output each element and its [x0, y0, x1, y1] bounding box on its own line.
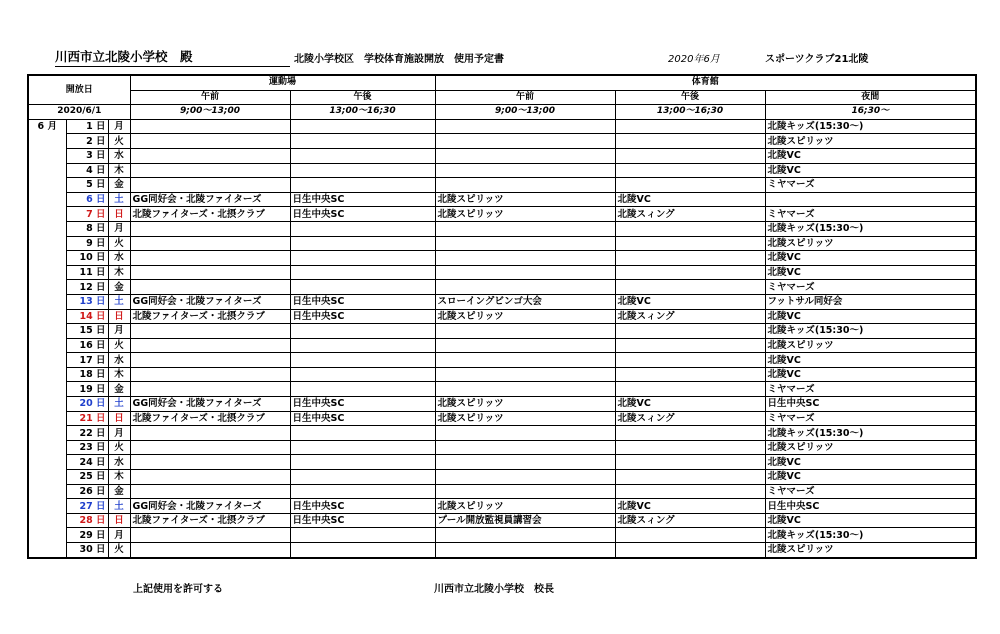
gym-am-cell	[435, 221, 615, 236]
weekday-cell: 水	[108, 251, 130, 266]
weekday-cell: 木	[108, 163, 130, 178]
gym-am-cell	[435, 426, 615, 441]
day-cell: 29 日	[66, 528, 108, 543]
gym-pm-cell	[615, 280, 765, 295]
weekday-cell: 月	[108, 528, 130, 543]
weekday-cell: 金	[108, 382, 130, 397]
ground-am-cell: GG同好会・北陵ファイターズ	[130, 192, 290, 207]
gym-am-cell	[435, 484, 615, 499]
gym-am-cell	[435, 382, 615, 397]
ground-pm-cell	[290, 236, 435, 251]
table-row	[28, 499, 976, 514]
gym-pm-cell: 北陵VC	[615, 397, 765, 412]
table-row	[28, 543, 976, 558]
ground-am-cell: GG同好会・北陵ファイターズ	[130, 499, 290, 514]
day-cell: 5 日	[66, 178, 108, 193]
gym-night-cell: 北陵キッズ(15:30～)	[765, 528, 976, 543]
gym-pm-cell	[615, 353, 765, 368]
ground-am-cell	[130, 470, 290, 485]
day-cell: 23 日	[66, 440, 108, 455]
ground-pm-cell: 日生中央SC	[290, 397, 435, 412]
weekday-cell: 木	[108, 367, 130, 382]
table-row	[28, 513, 976, 528]
table-row	[28, 294, 976, 309]
weekday-cell: 木	[108, 265, 130, 280]
gym-am-cell	[435, 236, 615, 251]
gym-pm-cell	[615, 382, 765, 397]
table-row	[28, 338, 976, 353]
ground-pm-cell	[290, 367, 435, 382]
weekday-cell: 日	[108, 309, 130, 324]
schedule-body	[28, 119, 976, 557]
gym-night-cell: 北陵VC	[765, 470, 976, 485]
table-row	[28, 382, 976, 397]
gym-night-cell: 北陵VC	[765, 148, 976, 163]
ground-am-cell: 北陵ファイターズ・北摂クラブ	[130, 309, 290, 324]
ground-pm-cell	[290, 163, 435, 178]
table-row	[28, 134, 976, 149]
gym-am-cell: 北陵スピリッツ	[435, 309, 615, 324]
gym-night-cell: ミヤマーズ	[765, 178, 976, 193]
gym-pm-cell	[615, 324, 765, 339]
gym-pm-cell: 北陵スィング	[615, 513, 765, 528]
day-cell: 26 日	[66, 484, 108, 499]
day-cell: 17 日	[66, 353, 108, 368]
ground-am-cell	[130, 119, 290, 134]
gym-night-cell: ミヤマーズ	[765, 207, 976, 222]
gym-pm-cell	[615, 470, 765, 485]
ground-am-cell	[130, 484, 290, 499]
ground-pm-cell	[290, 338, 435, 353]
gym-am-cell: 北陵スピリッツ	[435, 397, 615, 412]
gym-pm-cell	[615, 119, 765, 134]
ground-am-cell: 北陵ファイターズ・北摂クラブ	[130, 513, 290, 528]
table-row	[28, 148, 976, 163]
day-cell: 20 日	[66, 397, 108, 412]
table-row	[28, 119, 976, 134]
ground-pm-cell	[290, 440, 435, 455]
year-month: 2020年6月	[668, 54, 720, 65]
ground-am-cell: GG同好会・北陵ファイターズ	[130, 397, 290, 412]
gym-pm-cell	[615, 236, 765, 251]
ground-am-cell	[130, 280, 290, 295]
gym-am-cell	[435, 178, 615, 193]
day-cell: 19 日	[66, 382, 108, 397]
ground-pm-cell: 日生中央SC	[290, 294, 435, 309]
day-cell: 7 日	[66, 207, 108, 222]
ground-pm-cell	[290, 134, 435, 149]
gym-am-cell	[435, 163, 615, 178]
weekday-cell: 火	[108, 543, 130, 558]
permit-text: 上記使用を許可する	[133, 584, 223, 595]
gym-am-cell	[435, 353, 615, 368]
gym-night-header: 夜間	[765, 90, 976, 105]
ground-am-cell	[130, 265, 290, 280]
table-row	[28, 470, 976, 485]
table-row	[28, 236, 976, 251]
weekday-cell: 金	[108, 484, 130, 499]
table-row	[28, 207, 976, 222]
table-row	[28, 426, 976, 441]
table-header	[28, 75, 976, 119]
ground-am-cell	[130, 353, 290, 368]
ground-pm-cell	[290, 543, 435, 558]
table-row	[28, 484, 976, 499]
ground-pm-cell	[290, 221, 435, 236]
gym-pm-cell	[615, 251, 765, 266]
gym-am-cell: スローイングビンゴ大会	[435, 294, 615, 309]
day-cell: 22 日	[66, 426, 108, 441]
open-date: 2020/6/1	[28, 105, 130, 120]
table-row	[28, 309, 976, 324]
gym-night-cell: ミヤマーズ	[765, 484, 976, 499]
ground-pm-cell	[290, 119, 435, 134]
table-row	[28, 251, 976, 266]
gym-pm-cell	[615, 528, 765, 543]
ground-pm-cell	[290, 426, 435, 441]
weekday-cell: 月	[108, 426, 130, 441]
gym-night-cell: 北陵キッズ(15:30～)	[765, 221, 976, 236]
ground-am-cell	[130, 440, 290, 455]
gym-pm-cell: 北陵VC	[615, 192, 765, 207]
ground-pm-cell: 日生中央SC	[290, 499, 435, 514]
day-cell: 25 日	[66, 470, 108, 485]
gym-night-cell: 北陵VC	[765, 309, 976, 324]
gym-night-cell: 北陵VC	[765, 163, 976, 178]
weekday-cell: 月	[108, 324, 130, 339]
ground-am-cell: 北陵ファイターズ・北摂クラブ	[130, 207, 290, 222]
gym-am-cell: 北陵スピリッツ	[435, 411, 615, 426]
ground-am-cell	[130, 134, 290, 149]
table-row	[28, 324, 976, 339]
gym-night-cell: 北陵スピリッツ	[765, 440, 976, 455]
ground-pm-cell: 日生中央SC	[290, 192, 435, 207]
ground-am-cell	[130, 251, 290, 266]
day-cell: 4 日	[66, 163, 108, 178]
ground-pm-cell: 日生中央SC	[290, 207, 435, 222]
ground-am-cell	[130, 221, 290, 236]
ground-pm-cell	[290, 251, 435, 266]
table-row	[28, 353, 976, 368]
ground-am-cell: 北陵ファイターズ・北摂クラブ	[130, 411, 290, 426]
ground-pm-cell	[290, 178, 435, 193]
gym-pm-cell	[615, 543, 765, 558]
ground-pm-cell	[290, 353, 435, 368]
ground-pm-time: 13;00～16;30	[290, 105, 435, 120]
weekday-cell: 金	[108, 178, 130, 193]
gym-am-cell: プール開放監視員講習会	[435, 513, 615, 528]
gym-pm-cell: 北陵VC	[615, 499, 765, 514]
ground-am-cell	[130, 382, 290, 397]
gym-am-cell	[435, 367, 615, 382]
gym-night-cell: フットサル同好会	[765, 294, 976, 309]
table-row	[28, 163, 976, 178]
gym-night-time: 16;30～	[765, 105, 976, 120]
gym-am-cell: 北陵スピリッツ	[435, 207, 615, 222]
day-cell: 2 日	[66, 134, 108, 149]
gym-am-cell	[435, 251, 615, 266]
ground-header: 運動場	[130, 75, 435, 90]
gym-pm-cell	[615, 134, 765, 149]
weekday-cell: 月	[108, 221, 130, 236]
day-cell: 21 日	[66, 411, 108, 426]
weekday-cell: 土	[108, 397, 130, 412]
weekday-cell: 土	[108, 499, 130, 514]
day-cell: 16 日	[66, 338, 108, 353]
month-cell: 6 月	[28, 119, 66, 557]
ground-pm-cell: 日生中央SC	[290, 513, 435, 528]
gym-night-cell: 北陵VC	[765, 251, 976, 266]
gym-am-cell	[435, 455, 615, 470]
gym-pm-cell	[615, 265, 765, 280]
gym-pm-cell	[615, 440, 765, 455]
table-row	[28, 192, 976, 207]
gym-pm-cell	[615, 455, 765, 470]
day-cell: 9 日	[66, 236, 108, 251]
gym-pm-cell: 北陵スィング	[615, 309, 765, 324]
gym-pm-cell: 北陵スィング	[615, 411, 765, 426]
day-cell: 15 日	[66, 324, 108, 339]
ground-pm-cell	[290, 265, 435, 280]
ground-am-cell	[130, 324, 290, 339]
ground-pm-cell	[290, 455, 435, 470]
gym-night-cell: 北陵キッズ(15:30～)	[765, 119, 976, 134]
table-row	[28, 367, 976, 382]
document-title: 北陵小学校区 学校体育施設開放 使用予定書	[294, 54, 504, 65]
gym-night-cell	[765, 192, 976, 207]
weekday-cell: 金	[108, 280, 130, 295]
table-row	[28, 528, 976, 543]
gym-am-cell: 北陵スピリッツ	[435, 192, 615, 207]
gym-pm-header: 午後	[615, 90, 765, 105]
gym-night-cell: 北陵VC	[765, 367, 976, 382]
open-day-header: 開放日	[28, 75, 130, 105]
day-cell: 14 日	[66, 309, 108, 324]
gym-pm-time: 13;00～16;30	[615, 105, 765, 120]
gym-am-cell	[435, 528, 615, 543]
day-cell: 12 日	[66, 280, 108, 295]
gym-am-cell	[435, 134, 615, 149]
gym-night-cell: 北陵キッズ(15:30～)	[765, 324, 976, 339]
day-cell: 30 日	[66, 543, 108, 558]
gym-am-cell	[435, 280, 615, 295]
gym-night-cell: 北陵VC	[765, 455, 976, 470]
day-cell: 10 日	[66, 251, 108, 266]
ground-pm-cell	[290, 382, 435, 397]
ground-pm-cell: 日生中央SC	[290, 309, 435, 324]
table-row	[28, 178, 976, 193]
weekday-cell: 水	[108, 148, 130, 163]
ground-am-cell	[130, 543, 290, 558]
gym-night-cell: ミヤマーズ	[765, 411, 976, 426]
ground-pm-cell	[290, 528, 435, 543]
ground-pm-header: 午後	[290, 90, 435, 105]
gym-night-cell: ミヤマーズ	[765, 382, 976, 397]
ground-am-header: 午前	[130, 90, 290, 105]
ground-pm-cell	[290, 148, 435, 163]
table-row	[28, 265, 976, 280]
day-cell: 6 日	[66, 192, 108, 207]
ground-am-cell	[130, 178, 290, 193]
ground-pm-cell	[290, 324, 435, 339]
weekday-cell: 水	[108, 353, 130, 368]
club-name: スポーツクラブ21北陵	[765, 54, 869, 65]
gym-am-cell	[435, 440, 615, 455]
table-row	[28, 455, 976, 470]
gym-pm-cell	[615, 221, 765, 236]
day-cell: 27 日	[66, 499, 108, 514]
gym-am-header: 午前	[435, 90, 615, 105]
weekday-cell: 日	[108, 513, 130, 528]
ground-am-cell	[130, 236, 290, 251]
addressee-school: 川西市立北陵小学校 殿	[55, 47, 290, 67]
schedule-table	[27, 74, 977, 559]
gym-night-cell: 北陵VC	[765, 353, 976, 368]
table-row	[28, 397, 976, 412]
principal-signature: 川西市立北陵小学校 校長	[434, 584, 554, 595]
gym-night-cell: 北陵スピリッツ	[765, 236, 976, 251]
weekday-cell: 土	[108, 294, 130, 309]
ground-am-cell: GG同好会・北陵ファイターズ	[130, 294, 290, 309]
ground-pm-cell	[290, 484, 435, 499]
day-cell: 28 日	[66, 513, 108, 528]
gym-pm-cell: 北陵スィング	[615, 207, 765, 222]
day-cell: 8 日	[66, 221, 108, 236]
gym-night-cell: ミヤマーズ	[765, 280, 976, 295]
day-cell: 18 日	[66, 367, 108, 382]
ground-am-cell	[130, 148, 290, 163]
weekday-cell: 木	[108, 470, 130, 485]
weekday-cell: 土	[108, 192, 130, 207]
gym-night-cell: 日生中央SC	[765, 397, 976, 412]
gym-am-cell: 北陵スピリッツ	[435, 499, 615, 514]
weekday-cell: 火	[108, 134, 130, 149]
ground-am-cell	[130, 163, 290, 178]
gym-pm-cell	[615, 163, 765, 178]
ground-am-cell	[130, 455, 290, 470]
weekday-cell: 火	[108, 236, 130, 251]
gym-night-cell: 北陵VC	[765, 265, 976, 280]
ground-am-time: 9;00～13;00	[130, 105, 290, 120]
gym-am-cell	[435, 265, 615, 280]
gym-night-cell: 北陵キッズ(15:30～)	[765, 426, 976, 441]
gym-am-cell	[435, 543, 615, 558]
gym-am-cell	[435, 338, 615, 353]
table-row	[28, 280, 976, 295]
weekday-cell: 火	[108, 440, 130, 455]
day-cell: 24 日	[66, 455, 108, 470]
gym-header: 体育館	[435, 75, 976, 90]
gym-pm-cell	[615, 178, 765, 193]
ground-pm-cell	[290, 280, 435, 295]
gym-night-cell: 北陵スピリッツ	[765, 543, 976, 558]
weekday-cell: 日	[108, 411, 130, 426]
weekday-cell: 水	[108, 455, 130, 470]
gym-night-cell: 北陵スピリッツ	[765, 338, 976, 353]
table-row	[28, 221, 976, 236]
weekday-cell: 火	[108, 338, 130, 353]
gym-am-cell	[435, 470, 615, 485]
gym-pm-cell	[615, 484, 765, 499]
table-row	[28, 440, 976, 455]
ground-am-cell	[130, 367, 290, 382]
weekday-cell: 日	[108, 207, 130, 222]
day-cell: 13 日	[66, 294, 108, 309]
gym-am-cell	[435, 119, 615, 134]
gym-pm-cell	[615, 367, 765, 382]
ground-am-cell	[130, 338, 290, 353]
gym-night-cell: 北陵VC	[765, 513, 976, 528]
gym-am-time: 9;00～13;00	[435, 105, 615, 120]
gym-pm-cell	[615, 148, 765, 163]
ground-pm-cell	[290, 470, 435, 485]
day-cell: 3 日	[66, 148, 108, 163]
gym-am-cell	[435, 148, 615, 163]
ground-am-cell	[130, 426, 290, 441]
weekday-cell: 月	[108, 119, 130, 134]
day-cell: 1 日	[66, 119, 108, 134]
gym-pm-cell: 北陵VC	[615, 294, 765, 309]
ground-pm-cell: 日生中央SC	[290, 411, 435, 426]
table-row	[28, 411, 976, 426]
day-cell: 11 日	[66, 265, 108, 280]
gym-pm-cell	[615, 338, 765, 353]
gym-night-cell: 北陵スピリッツ	[765, 134, 976, 149]
gym-pm-cell	[615, 426, 765, 441]
gym-am-cell	[435, 324, 615, 339]
gym-night-cell: 日生中央SC	[765, 499, 976, 514]
ground-am-cell	[130, 528, 290, 543]
